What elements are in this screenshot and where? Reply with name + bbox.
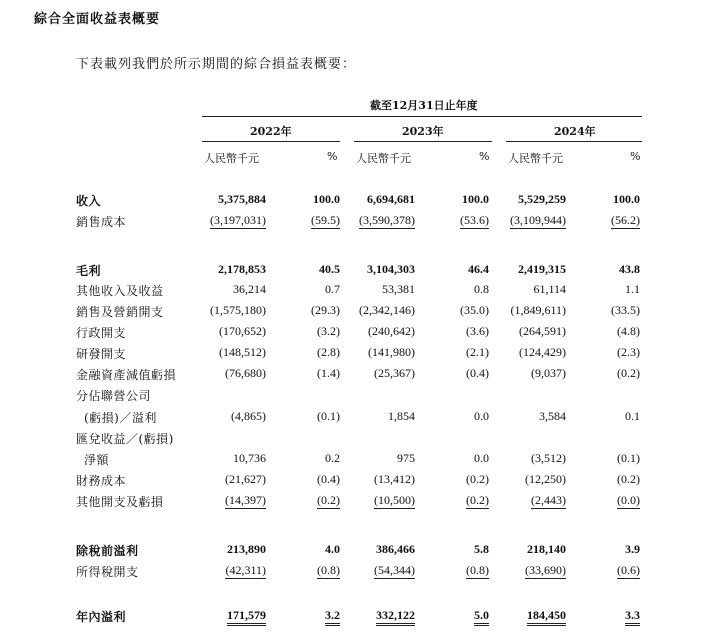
cell-2023-pct: 0.8 [474,282,489,296]
cell-2024-pct: 1.1 [625,282,640,296]
cell-2023-amount: 386,466 [376,542,415,556]
cell-2022-amount: 213,890 [227,542,266,556]
cell-2024-pct: 43.8 [619,262,640,276]
cell-2023-pct: 100.0 [462,192,489,206]
cell-2024-amount: 218,140 [527,542,566,556]
cell-2022-amount: 171,579 [227,608,266,626]
cell-2023-pct: 46.4 [468,262,489,276]
cell-2023-amount: 975 [397,451,415,465]
row-label: 毛利 [76,264,102,278]
cell-2023-pct: 5.0 [474,608,489,626]
cell-2024-amount: (12,250) [525,472,566,486]
table-row [0,213,702,229]
cell-2022-pct: 100.0 [313,192,340,206]
cell-2024-amount: 184,450 [527,608,566,626]
cell-2023-amount: (54,344) [374,563,415,577]
cell-2024-pct: 0.1 [625,409,640,423]
cell-2022-amount: 36,214 [233,282,266,296]
cell-2023-amount: (3,590,378) [359,213,415,227]
table-row [0,303,702,319]
cell-2023-amount: (2,342,146) [359,303,415,317]
cell-2022-pct: 0.7 [325,282,340,296]
cell-2023-pct: (0.2) [466,493,489,507]
cell-2024-amount: (124,429) [519,345,566,359]
cell-2024-amount: 3,584 [539,409,566,423]
cell-2024-pct: (33.5) [611,303,640,317]
cell-2023-amount: 3,104,303 [367,262,415,276]
table-row [0,451,702,467]
cell-2024-pct: (4.8) [617,324,640,338]
table-row [0,430,702,446]
cell-2024-amount: (3,512) [531,451,566,465]
table-row [0,472,702,488]
cell-2022-pct: 3.2 [325,608,340,626]
row-label: 匯兌收益／(虧損) [76,432,174,446]
cell-2022-pct: (2.8) [317,345,340,359]
cell-2022-pct: 4.0 [325,542,340,556]
cell-2022-amount: 10,736 [233,451,266,465]
unit-amount-2023: 人民幣千元 [356,152,411,165]
cell-2024-amount: (9,037) [531,366,566,380]
cell-2022-amount: (1,575,180) [210,303,266,317]
year-header-2024: 2024年 [554,125,596,138]
cell-2023-pct: (0.4) [466,366,489,380]
table-row [0,262,702,278]
unit-amount-2022: 人民幣千元 [204,152,259,165]
row-label: 研發開支 [76,347,127,361]
cell-2022-pct: (3.2) [317,324,340,338]
cell-2024-amount: (33,690) [525,563,566,577]
cell-2024-pct: (2.3) [617,345,640,359]
cell-2023-amount: (25,367) [374,366,415,380]
table-row [0,324,702,340]
cell-2024-amount: 61,114 [533,282,566,296]
cell-2022-amount: (21,627) [225,472,266,486]
row-label: 除稅前溢利 [76,544,139,558]
cell-2022-amount: 5,375,884 [218,192,266,206]
cell-2022-amount: (4,865) [231,409,266,423]
cell-2022-amount: (14,397) [225,493,266,507]
cell-2023-amount: (10,500) [374,493,415,507]
cell-2024-pct: (0.1) [617,451,640,465]
row-label: 行政開支 [76,326,127,340]
cell-2024-pct: 3.9 [625,542,640,556]
year-rule-2023 [354,141,492,142]
cell-2023-pct: (0.2) [466,472,489,486]
row-label: 分佔聯營公司 [76,389,152,403]
year-header-2022: 2022年 [250,125,292,138]
cell-2022-pct: (29.3) [311,303,340,317]
cell-2022-amount: (170,652) [219,324,266,338]
table-row [0,608,702,624]
cell-2023-amount: (240,642) [368,324,415,338]
cell-2022-pct: 0.2 [325,451,340,465]
cell-2023-amount: (13,412) [374,472,415,486]
cell-2023-amount: 53,381 [382,282,415,296]
cell-2023-pct: (3.6) [466,324,489,338]
cell-2024-pct: (0.2) [617,472,640,486]
unit-pct-2022: % [327,150,338,163]
cell-2022-pct: (1.4) [317,366,340,380]
intro-text: 下表載列我們於所示期間的綜合損益表概要： [76,57,357,72]
row-label: 所得稅開支 [76,565,139,579]
cell-2024-pct: (0.6) [617,563,640,577]
period-rule [202,116,642,117]
row-label: 年內溢利 [76,610,127,624]
cell-2022-pct: (0.4) [317,472,340,486]
cell-2023-amount: (141,980) [368,345,415,359]
cell-2023-amount: 1,854 [388,409,415,423]
unit-pct-2023: % [479,150,490,163]
cell-2024-pct: (0.0) [617,493,640,507]
cell-2023-pct: 0.0 [474,451,489,465]
table-row [0,282,702,298]
row-label: 淨額 [84,453,110,467]
table-row [0,563,702,579]
row-label: 金融資產減值虧損 [76,368,177,382]
year-header-2023: 2023年 [402,125,444,138]
table-row [0,409,702,425]
row-label: 其他開支及虧損 [76,495,164,509]
cell-2024-pct: 3.3 [625,608,640,626]
cell-2023-amount: 332,122 [376,608,415,626]
unit-pct-2024: % [630,150,641,163]
row-label: 收入 [76,194,102,208]
year-rule-2024 [506,141,642,142]
unit-amount-2024: 人民幣千元 [508,152,563,165]
cell-2022-pct: (0.8) [317,563,340,577]
row-label: 財務成本 [76,474,127,488]
cell-2022-amount: 2,178,853 [218,262,266,276]
section-title: 綜合全面收益表概要 [34,12,161,27]
cell-2023-pct: (0.8) [466,563,489,577]
row-label: 銷售及營銷開支 [76,305,164,319]
table-row [0,542,702,558]
row-label: (虧損)／溢利 [84,411,157,425]
table-row [0,387,702,403]
cell-2024-amount: (1,849,611) [510,303,566,317]
cell-2024-pct: 100.0 [613,192,640,206]
table-row [0,345,702,361]
year-rule-2022 [202,141,340,142]
cell-2024-amount: (2,443) [531,493,566,507]
cell-2022-amount: (3,197,031) [210,213,266,227]
cell-2023-amount: 6,694,681 [367,192,415,206]
cell-2024-pct: (56.2) [611,213,640,227]
cell-2022-pct: 40.5 [319,262,340,276]
cell-2024-amount: 5,529,259 [518,192,566,206]
cell-2023-pct: 0.0 [474,409,489,423]
row-label: 銷售成本 [76,215,127,229]
cell-2022-pct: (0.1) [317,409,340,423]
cell-2023-pct: (35.0) [460,303,489,317]
table-row [0,366,702,382]
table-row [0,493,702,509]
cell-2023-pct: 5.8 [474,542,489,556]
cell-2024-amount: (264,591) [519,324,566,338]
cell-2022-amount: (148,512) [219,345,266,359]
cell-2023-pct: (53.6) [460,213,489,227]
cell-2022-amount: (76,680) [225,366,266,380]
period-header: 截至12月31日止年度 [370,99,478,112]
cell-2024-pct: (0.2) [617,366,640,380]
cell-2024-amount: 2,419,315 [518,262,566,276]
cell-2022-pct: (59.5) [311,213,340,227]
row-label: 其他收入及收益 [76,284,164,298]
table-row [0,192,702,208]
cell-2022-pct: (0.2) [317,493,340,507]
cell-2024-amount: (3,109,944) [510,213,566,227]
cell-2022-amount: (42,311) [225,563,266,577]
cell-2023-pct: (2.1) [466,345,489,359]
